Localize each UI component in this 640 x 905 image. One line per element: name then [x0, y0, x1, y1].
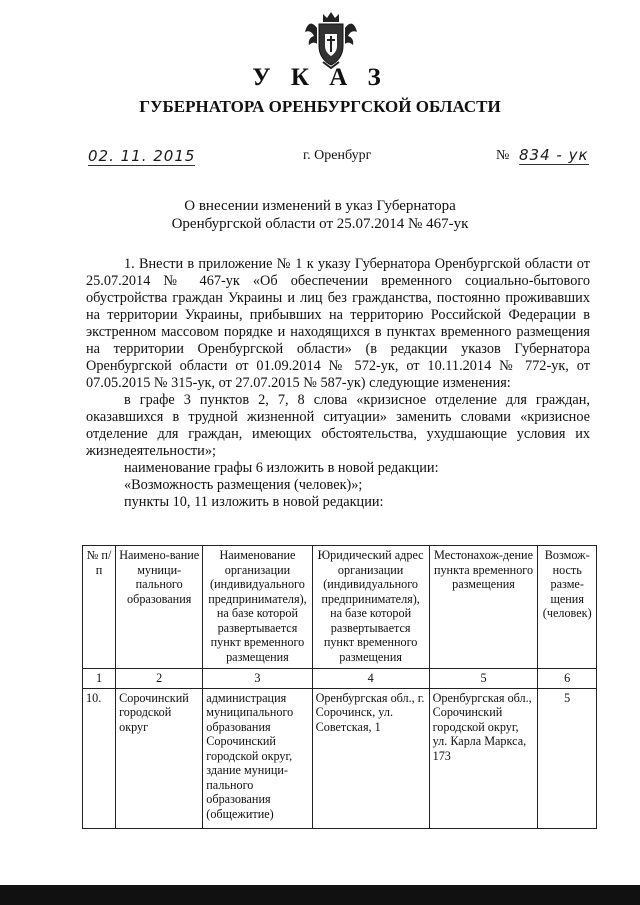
table-header-cell: Наимено-вание муници-пального образования	[116, 546, 203, 669]
doc-title-line-2: Оренбургской области от 25.07.2014 № 467-ук	[171, 216, 469, 232]
body-paragraph-3: наименование графы 6 изложить в новой редакции:	[124, 460, 439, 476]
column-number-cell: 1	[83, 669, 116, 689]
body-paragraph-2: в графе 3 пунктов 2, 7, 8 слова «кризисное отделение для граждан, оказавшихся в трудной жизненной ситуации» заменить словами «кризисное отделение для граждан, имеющих обстоятельства, ухудшающие условия их жизнедеятельности»;	[86, 392, 590, 459]
body-paragraph-4: «Возможность размещения (человек)»;	[124, 477, 363, 493]
amendment-table	[82, 545, 597, 829]
body-paragraph-1: 1. Внести в приложение № 1 к указу Губернатора Оренбургской области от 25.07.2014 № 467-ук «Об обеспечении временного социально-бытового обустройства граждан Украины и лиц без гражданства, постоянно проживавших на территории Украины, прибывших на территорию Российской Федерации в экстренном массовом порядке и находящихся в пунктах временного размещения на территории Оренбургской области» (в редакции указов Губернатора Оренбургской области от 01.09.2014 № 572-ук, от 10.11.2014 № 772-ук, от 07.05.2015 № 315-ук, от 27.07.2015 № 587-ук) следующие изменения:	[86, 256, 590, 391]
table-header-row	[83, 546, 597, 669]
column-number-cell: 3	[203, 669, 312, 689]
table-header-cell: Наименование организации (индивидуального предпринимателя), на базе которой развертывается пункт временного размещения	[203, 546, 312, 669]
column-number-cell: 4	[312, 669, 429, 689]
scan-edge-bar	[0, 885, 640, 905]
column-number-cell: 5	[429, 669, 538, 689]
column-number-cell: 6	[538, 669, 597, 689]
coat-of-arms-emblem	[303, 10, 359, 70]
column-number-cell: 2	[116, 669, 203, 689]
table-column-number-row	[83, 669, 597, 689]
table-row	[83, 688, 597, 828]
doc-title-line-1: О внесении изменений в указ Губернатора	[184, 198, 456, 214]
table-cell: 5	[538, 688, 597, 828]
table-header-cell: № п/п	[83, 546, 116, 669]
table-cell: 10.	[83, 688, 116, 828]
table-header-cell: Местонахож-дение пункта временного размещения	[429, 546, 538, 669]
table-header-cell: Юридический адрес организации (индивидуального предпринимателя), на базе которой развертывается пункт временного размещения	[312, 546, 429, 669]
table-cell: Оренбургская обл., г. Сорочинск, ул. Советская, 1	[312, 688, 429, 828]
table-cell: Сорочинский городской округ	[116, 688, 203, 828]
decree-heading: У К А З	[252, 64, 388, 91]
body-paragraph-5: пункты 10, 11 изложить в новой редакции:	[124, 494, 384, 510]
decree-city: г. Оренбург	[303, 148, 372, 163]
table-cell: Оренбургская обл., Сорочинский городской округ, ул. Карла Маркса, 173	[429, 688, 538, 828]
table-cell: администрация муниципального образования Сорочинский городской округ, здание муници-пального образования (общежитие)	[203, 688, 312, 828]
decree-number-label: №	[496, 148, 510, 163]
decree-date: 02. 11. 2015	[88, 147, 196, 165]
table-header-cell: Возмож-ность разме-щения (человек)	[538, 546, 597, 669]
issuer-heading: ГУБЕРНАТОРА ОРЕНБУРГСКОЙ ОБЛАСТИ	[139, 97, 501, 116]
decree-body	[86, 256, 590, 511]
decree-number: 834 - ук	[519, 146, 589, 164]
